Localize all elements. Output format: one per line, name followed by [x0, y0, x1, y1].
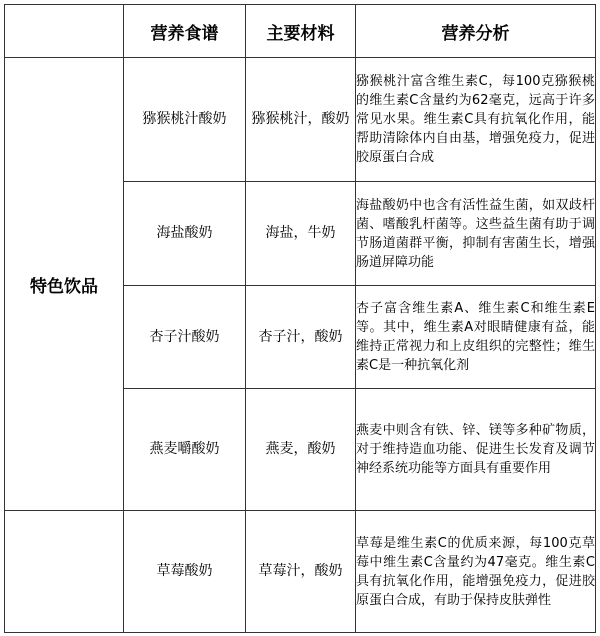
header-empty-cell — [5, 5, 124, 58]
table-row — [5, 58, 596, 182]
header-row — [5, 5, 596, 58]
table-row — [5, 511, 596, 633]
recipe-analysis: 海盐酸奶中也含有活性益生菌，如双歧杆菌、嗜酸乳杆菌等。这些益生菌有助于调节肠道菌群平衡，抑制有害菌生长，增强肠道屏障功能 — [356, 182, 596, 286]
recipe-materials: 海盐，牛奶 — [246, 182, 356, 286]
recipe-name: 草莓酸奶 — [124, 511, 246, 633]
category-empty-cell — [5, 511, 124, 633]
category-cell: 特色饮品 — [5, 58, 124, 511]
recipe-name: 杏子汁酸奶 — [124, 286, 246, 389]
recipe-analysis: 杏子富含维生素A、维生素C和维生素E等。其中，维生素A对眼睛健康有益，能维持正常视力和上皮组织的完整性；维生素C是一种抗氧化剂 — [356, 286, 596, 389]
recipe-materials: 草莓汁，酸奶 — [246, 511, 356, 633]
header-analysis: 营养分析 — [356, 5, 596, 58]
recipe-name: 燕麦嚼酸奶 — [124, 389, 246, 511]
nutrition-table — [4, 4, 596, 633]
recipe-analysis: 草莓是维生素C的优质来源，每100克草莓中维生素C含量约为47毫克。维生素C具有抗氧化作用，能增强免疫力，促进胶原蛋白合成，有助于保持皮肤弹性 — [356, 511, 596, 633]
recipe-analysis: 猕猴桃汁富含维生素C，每100克猕猴桃的维生素C含量约为62毫克，远高于许多常见水果。维生素C具有抗氧化作用，能帮助清除体内自由基，增强免疫力，促进胶原蛋白合成 — [356, 58, 596, 182]
recipe-analysis: 燕麦中则含有铁、锌、镁等多种矿物质，对于维持造血功能、促进生长发育及调节神经系统功能等方面具有重要作用 — [356, 389, 596, 511]
header-recipe: 营养食谱 — [124, 5, 246, 58]
recipe-name: 海盐酸奶 — [124, 182, 246, 286]
header-materials: 主要材料 — [246, 5, 356, 58]
recipe-materials: 燕麦，酸奶 — [246, 389, 356, 511]
recipe-name: 猕猴桃汁酸奶 — [124, 58, 246, 182]
recipe-materials: 杏子汁，酸奶 — [246, 286, 356, 389]
recipe-materials: 猕猴桃汁，酸奶 — [246, 58, 356, 182]
